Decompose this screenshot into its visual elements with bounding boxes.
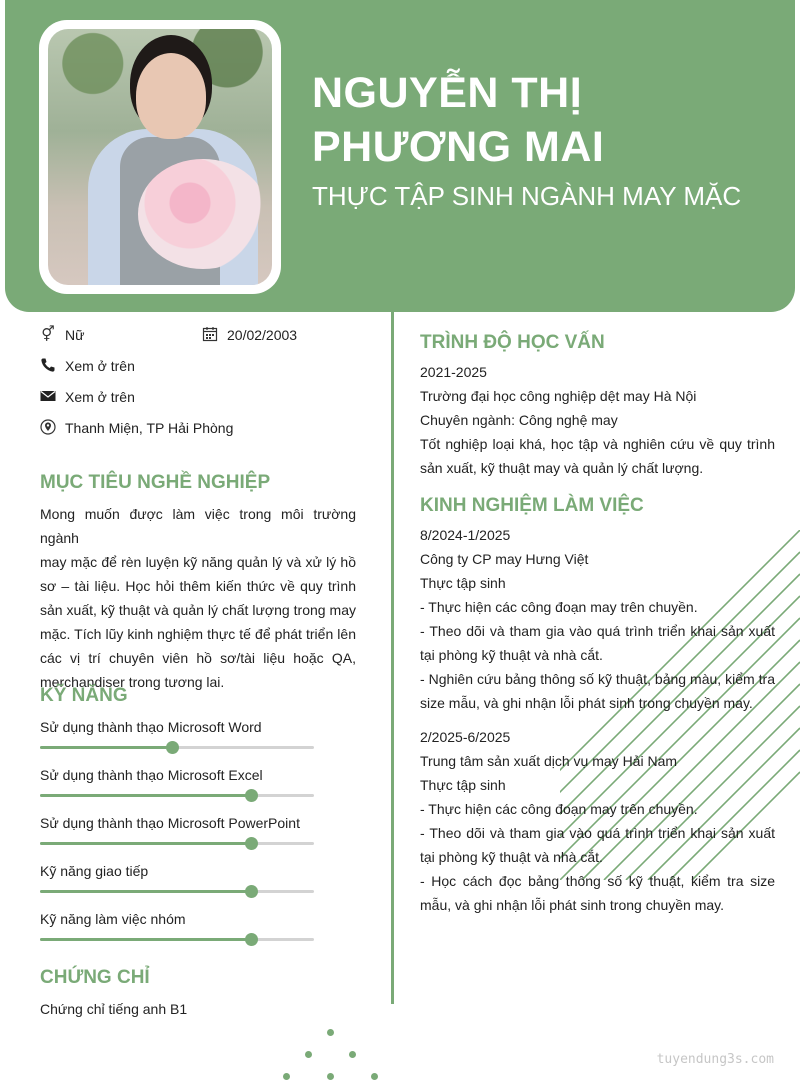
objective-line: Mong muốn được làm việc trong môi trường ngành — [40, 506, 356, 546]
skill-label: Sử dụng thành thạo Microsoft Word — [40, 719, 262, 735]
objective-line: các vị trí chuyên viên hồ sơ/tài liệu hoặc QA, — [40, 650, 356, 666]
skill-bar-knob — [245, 933, 258, 946]
certificates-heading: CHỨNG CHỈ — [40, 967, 150, 988]
job-role: Thực tập sinh — [420, 777, 506, 793]
skill-bar — [40, 746, 314, 749]
phone-icon — [39, 357, 57, 375]
objective-line: merchandiser trong tương lai. — [40, 674, 225, 690]
map-pin-icon — [39, 419, 57, 437]
objective-line: may mặc để rèn luyện kỹ năng quản lý và xử lý hồ — [40, 554, 356, 570]
job-duty-line: - Thực hiện các công đoạn may trên chuyền. — [420, 599, 698, 615]
gender-value: Nữ — [65, 327, 85, 343]
experience-heading: KINH NGHIỆM LÀM VIỆC — [420, 495, 644, 516]
birthdate-info — [227, 326, 297, 344]
gender-info — [41, 326, 85, 344]
education-desc: sản xuất, kỹ thuật may và quản lý chất lượng. — [420, 460, 704, 476]
calendar-icon — [201, 326, 219, 344]
job-title: THỰC TẬP SINH NGÀNH MAY MẶC — [312, 181, 742, 211]
skills-heading: KỸ NĂNG — [40, 685, 128, 706]
skill-bar-fill — [40, 746, 172, 749]
job-duty-line: - Theo dõi và tham gia vào quá trình triển khai sản xuất — [420, 825, 775, 841]
job-entry — [420, 523, 775, 715]
skill-bar — [40, 938, 314, 941]
education-period: 2021-2025 — [420, 364, 487, 380]
skill-bar-knob — [245, 789, 258, 802]
skill-label: Kỹ năng làm việc nhóm — [40, 911, 186, 927]
objective-text — [40, 502, 356, 694]
education-desc: Tốt nghiệp loại khá, học tập và nghiên cứu về quy trình — [420, 436, 775, 452]
job-duty-line: - Học cách đọc bảng thông số kỹ thuật, kiểm tra size — [420, 873, 775, 889]
objective-line: sơ – tài liệu. Học hỏi thêm kiến thức về quy trình — [40, 578, 356, 594]
skill-bar-fill — [40, 890, 251, 893]
skill-label: Sử dụng thành thạo Microsoft PowerPoint — [40, 815, 300, 831]
objective-heading: MỤC TIÊU NGHỀ NGHIỆP — [40, 472, 271, 493]
job-company: Công ty CP may Hưng Việt — [420, 551, 589, 567]
job-duty-line: size mẫu, và ghi nhận lỗi phát sinh trong chuyền may. — [420, 695, 753, 711]
job-period: 2/2025-6/2025 — [420, 729, 511, 745]
job-period: 8/2024-1/2025 — [420, 527, 511, 543]
skill-label: Kỹ năng giao tiếp — [40, 863, 149, 879]
profile-photo — [48, 29, 272, 285]
job-duty-line: mẫu, và ghi nhận lỗi phát sinh trong chuyền may. — [420, 897, 725, 913]
phone-value: Xem ở trên — [65, 358, 135, 374]
skill-bar-fill — [40, 794, 251, 797]
skill-bar-fill — [40, 842, 251, 845]
skill-bar-fill — [40, 938, 251, 941]
job-entry — [420, 725, 775, 917]
profile-photo-frame — [39, 20, 281, 294]
email-value: Xem ở trên — [65, 389, 135, 405]
education-heading: TRÌNH ĐỘ HỌC VẤN — [420, 332, 605, 353]
skill-bar-knob — [166, 741, 179, 754]
skill-bar — [40, 842, 314, 845]
site-watermark: tuyendung3s.com — [656, 1052, 774, 1067]
job-duty-line: tại phòng kỹ thuật và nhà cắt. — [420, 647, 603, 663]
skill-bar-knob — [245, 837, 258, 850]
job-role: Thực tập sinh — [420, 575, 506, 591]
email-info — [65, 388, 135, 406]
education-major: Chuyên ngành: Công nghệ may — [420, 412, 618, 428]
job-duty-line: - Theo dõi và tham gia vào quá trình triển khai sản xuất — [420, 623, 775, 639]
address-info — [65, 419, 233, 437]
name-line-1: NGUYỄN THỊ — [312, 69, 583, 117]
objective-line: mặc. Tích lũy kinh nghiệm thực tế để phát triển lên — [40, 626, 356, 642]
job-duty-line: - Thực hiện các công đoạn may trên chuyền. — [420, 801, 698, 817]
skill-bar-knob — [245, 885, 258, 898]
gender-icon: ⚥ — [41, 326, 55, 343]
skill-label: Sử dụng thành thạo Microsoft Excel — [40, 767, 263, 783]
education-block — [420, 360, 775, 480]
decorative-dots — [280, 1026, 380, 1081]
job-company: Trung tâm sản xuất dịch vụ may Hải Nam — [420, 753, 678, 769]
name-line-2: PHƯƠNG MAI — [312, 123, 605, 171]
phone-info — [65, 357, 135, 375]
job-duty-line: tại phòng kỹ thuật và nhà cắt. — [420, 849, 603, 865]
certificate-item: Chứng chỉ tiếng anh B1 — [40, 1001, 188, 1017]
candidate-name — [312, 66, 782, 174]
column-divider — [391, 312, 394, 1004]
objective-line: sản xuất, kỹ thuật và quản lý chất lượng trong may — [40, 602, 356, 618]
address-value: Thanh Miện, TP Hải Phòng — [65, 420, 234, 436]
skill-bar — [40, 890, 314, 893]
envelope-icon — [39, 388, 57, 406]
education-school: Trường đại học công nghiệp dệt may Hà Nội — [420, 388, 697, 404]
birthdate-value: 20/02/2003 — [227, 327, 298, 343]
skill-bar — [40, 794, 314, 797]
job-duty-line: - Nghiên cứu bảng thông số kỹ thuật, bảng màu, kiểm tra — [420, 671, 775, 687]
